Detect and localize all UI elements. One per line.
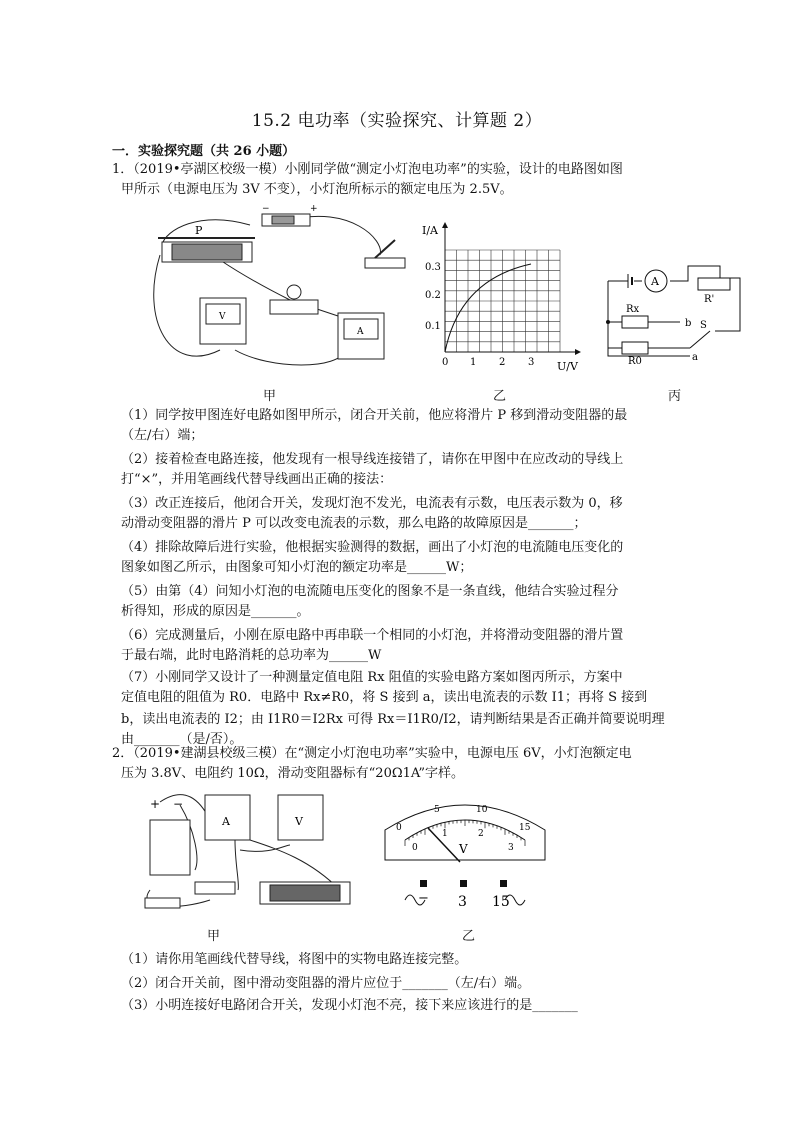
- graph-curve: [445, 264, 531, 352]
- lamp-icon: [195, 882, 235, 894]
- fig-caption-jia: 甲: [263, 389, 277, 404]
- slider-label-p: P: [195, 224, 203, 237]
- q1-text-line: （6）完成测量后，小刚在原电路中再串联一个相同的小灯泡，并将滑动变阻器的滑片置: [121, 628, 624, 643]
- lamp-icon: [270, 285, 318, 314]
- q1-figure-jia: [140, 200, 420, 380]
- ammeter-icon: [338, 313, 384, 359]
- graph-grid: [445, 250, 560, 352]
- graph-xlabel: U/V: [557, 360, 578, 373]
- scale-inner: 2: [478, 829, 484, 839]
- switch-icon: [365, 240, 405, 268]
- r0-symbol: [622, 342, 648, 354]
- ammeter-label: A: [222, 815, 230, 828]
- terminal-a-label: a: [692, 352, 698, 363]
- meter-unit: V: [459, 842, 468, 856]
- terminal-label: −: [418, 891, 429, 906]
- graph-ylabel: I/A: [422, 224, 438, 237]
- voltmeter-label: V: [295, 815, 303, 828]
- svg-text:+: +: [310, 204, 318, 214]
- q2-fig-caption-jia: 甲: [207, 929, 221, 944]
- scale-outer: 5: [434, 805, 440, 815]
- graph-ytick: 0.1: [425, 321, 441, 332]
- r0-label: R0: [628, 356, 642, 366]
- q1-text-line: 析得知，形成的原因是_______。: [121, 604, 310, 619]
- q1-text-line: 动滑动变阻器的滑片 P 可以改变电流表的示数，那么电路的故障原因是_______；: [121, 516, 587, 531]
- q2-stem-line1: 2．（2019•建湖县校级三模）在“测定小灯泡电功率”实验中，电源电压 6V，小灯泡额定电: [112, 746, 632, 761]
- scale-inner: 0: [412, 843, 418, 853]
- switch-label: S: [700, 320, 707, 331]
- q2-figure-jia: [140, 790, 360, 925]
- rheostat-icon: [158, 224, 255, 262]
- scale-inner: 3: [508, 843, 514, 853]
- graph-xtick: 3: [528, 357, 535, 368]
- q1-figure-yi-graph: [415, 222, 590, 374]
- rx-label: Rx: [626, 304, 640, 315]
- rx-symbol: [622, 316, 648, 328]
- graph-xtick: 0: [442, 357, 449, 368]
- q2-text-line: （2）闭合开关前，图中滑动变阻器的滑片应位于_______（左/右）端。: [121, 976, 531, 991]
- q1-text-line: （3）改正连接后，他闭合开关，发现灯泡不发光，电流表有示数，电压表示数为 0，移: [121, 496, 623, 511]
- battery-icon: [262, 204, 318, 226]
- q1-text-line: 由_______（是/否）。: [121, 732, 243, 747]
- page-title: 15.2 电功率（实验探究、计算题 2）: [251, 111, 543, 131]
- q1-stem-line1: 1．（2019•亭湖区校级一模）小刚同学做“测定小灯泡电功率”的实验，设计的电路图如图: [112, 162, 623, 177]
- rheostat-label: R': [704, 294, 715, 305]
- q1-text-line: （2）接着检查电路连接，他发现有一根导线连接错了，请你在甲图中在应改动的导线上: [121, 452, 624, 467]
- terminal-label: 15: [492, 894, 510, 910]
- switch-icon: [145, 898, 180, 908]
- battery-icon: [150, 820, 190, 875]
- scale-outer: 0: [396, 823, 402, 833]
- scale-outer: 10: [476, 805, 488, 815]
- q1-text-line: 定值电阻的阻值为 R0．电路中 Rx≠R0，将 S 接到 a，读出电流表的示数 I1；再将 S 接到: [121, 690, 648, 705]
- scale-outer: 15: [519, 823, 531, 833]
- battery-plus: +: [150, 797, 161, 811]
- fig-caption-bing: 丙: [668, 389, 682, 404]
- graph-xtick: 2: [499, 357, 506, 368]
- graph-ytick: 0.3: [425, 262, 441, 273]
- q1-text-line: 打“×”，并用笔画线代替导线画出正确的接法：: [121, 472, 393, 487]
- svg-text:A: A: [357, 327, 364, 337]
- q1-text-line: 于最右端，此时电路消耗的总功率为______W: [121, 648, 382, 663]
- q1-text-line: （7）小刚同学又设计了一种测量定值电阻 Rx 阻值的实验电路方案如图丙所示，方案中: [121, 670, 623, 685]
- q2-text-line: （1）请你用笔画线代替导线，将图中的实物电路连接完整。: [121, 952, 468, 967]
- q1-stem-line2: 甲所示（电源电压为 3V 不变），小灯泡所标示的额定电压为 2.5V。: [121, 182, 513, 197]
- section-heading: 一．实验探究题（共 26 小题）: [112, 144, 296, 159]
- q2-stem-line2: 压为 3.8V、电阻约 10Ω，滑动变阻器标有“20Ω1A”字样。: [121, 766, 465, 781]
- q1-text-line: （5）由第（4）问知小灯泡的电流随电压变化的图象不是一条直线，他结合实验过程分: [121, 584, 619, 599]
- svg-text:V: V: [219, 312, 226, 322]
- switch-symbol: [690, 331, 710, 348]
- q2-text-line: （3）小明连接好电路闭合开关，发现小灯泡不亮，接下来应该进行的是_______: [121, 998, 578, 1013]
- terminal-label: 3: [458, 894, 467, 910]
- q1-text-line: 图象如图乙所示，由图象可知小灯泡的额定功率是______W；: [121, 560, 473, 575]
- q2-figure-yi-meter: [380, 790, 550, 920]
- q1-text-line: （1）同学按甲图连好电路如图甲所示，闭合开关前，他应将滑片 P 移到滑动变阻器的最: [121, 408, 628, 423]
- q1-text-line: （4）排除故障后进行实验，他根据实验测得的数据，画出了小灯泡的电流随电压变化的: [121, 540, 624, 555]
- q1-text-line: b，读出电流表的 I2；由 I1R0＝I2Rx 可得 Rx＝I1R0/I2，请判断结果是否正确并简要说明理: [121, 712, 665, 727]
- ammeter-label: A: [651, 275, 659, 288]
- q1-figure-bing-circuit: [600, 256, 745, 366]
- graph-ytick: 0.2: [425, 290, 441, 301]
- rheostat-symbol: [698, 278, 730, 290]
- q2-fig-caption-yi: 乙: [462, 929, 476, 944]
- battery-minus: −: [173, 797, 184, 811]
- svg-text:−: −: [262, 204, 270, 214]
- voltmeter-icon: [200, 298, 246, 344]
- q1-text-line: （左/右）端；: [121, 428, 204, 443]
- terminal-b-label: b: [685, 318, 692, 329]
- graph-xtick: 1: [470, 357, 477, 368]
- fig-caption-yi: 乙: [493, 389, 507, 404]
- scale-inner: 1: [442, 829, 448, 839]
